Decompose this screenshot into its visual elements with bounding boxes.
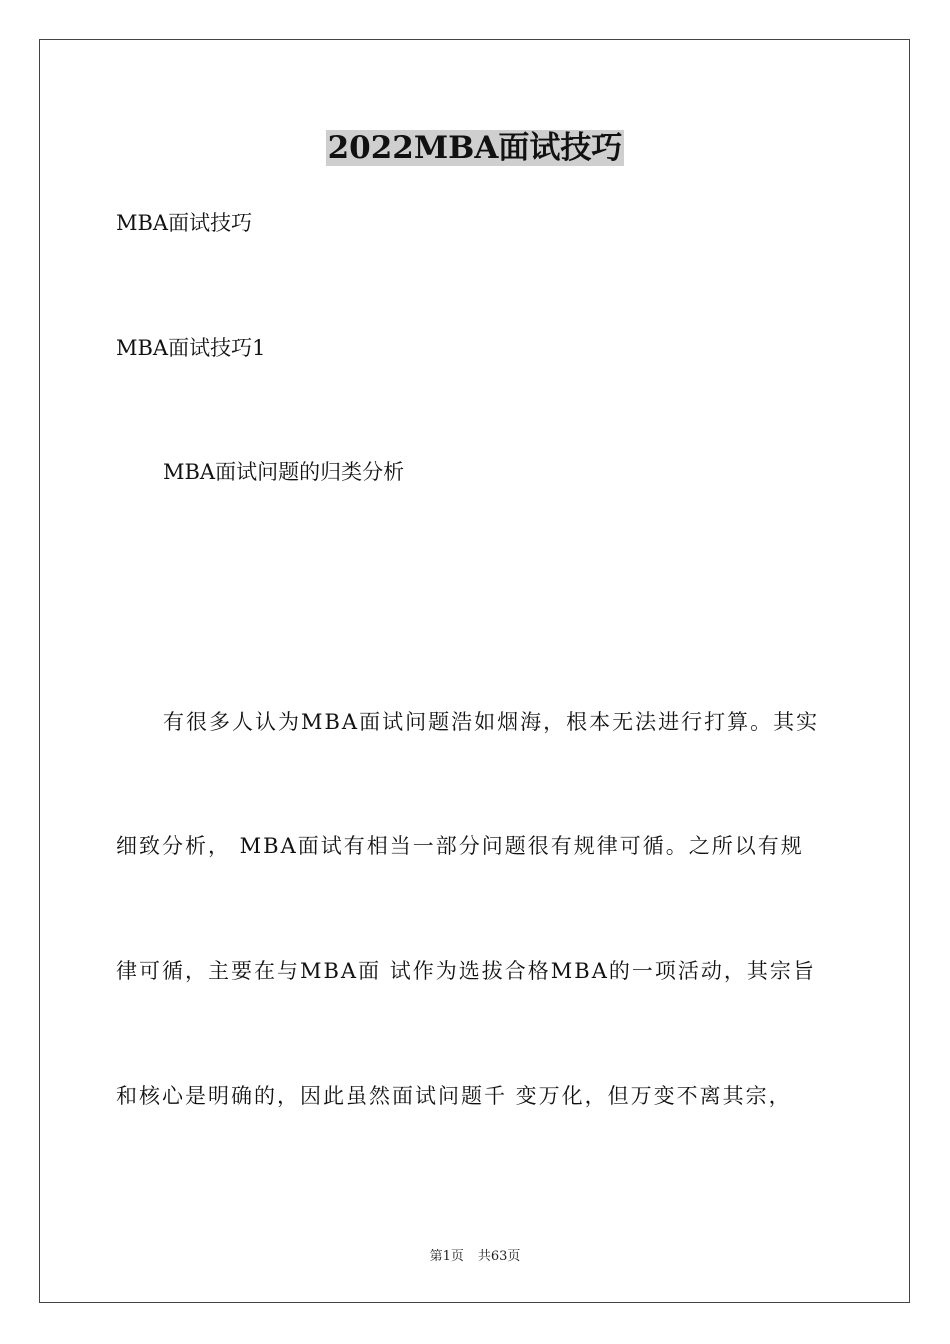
- heading-2: MBA面试技巧1: [116, 336, 266, 360]
- paragraph-line: 和核心是明确的，因此虽然面试问题千 变万化，但万变不离其宗，: [116, 1084, 792, 1108]
- page-total: 共63页: [477, 1249, 521, 1264]
- page-footer: [0, 1248, 950, 1266]
- paragraph-line: 有很多人认为MBA面试问题浩如烟海，根本无法进行打算。其实: [163, 710, 820, 734]
- document-title-text: 2022MBA面试技巧: [327, 130, 623, 166]
- paragraph-line: 细致分析， MBA面试有相当一部分问题很有规律可循。之所以有规: [116, 834, 804, 858]
- heading-1: MBA面试技巧: [116, 211, 253, 235]
- document-title: [0, 128, 950, 168]
- section-heading: MBA面试问题的归类分析: [163, 460, 405, 484]
- paragraph-line: 律可循，主要在与MBA面 试作为选拔合格MBA的一项活动，其宗旨: [116, 959, 816, 983]
- page-number: 第1页: [429, 1249, 464, 1264]
